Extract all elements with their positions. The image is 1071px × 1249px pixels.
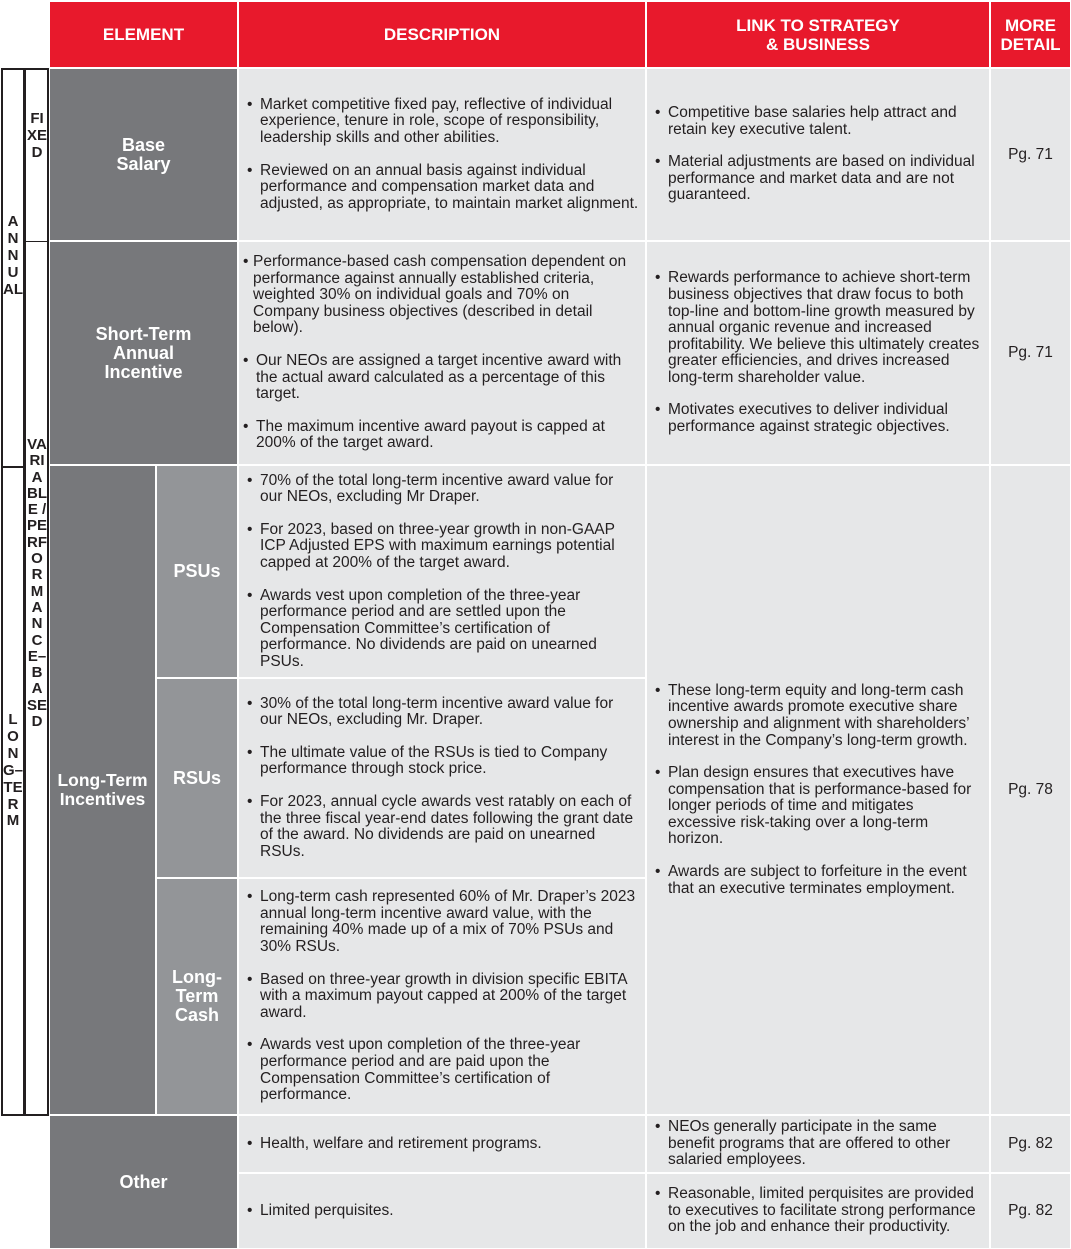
short-term-incentive-element: Short-Term Annual Incentive	[50, 242, 237, 464]
list-item: • These long-term equity and long-term cash incentive awards promote executive share ownership and alignment with shareholders’ interest in the Company’s long-term growth.	[655, 683, 983, 749]
long-term-link	[647, 466, 989, 1114]
long-term-page-ref: Pg. 78	[991, 466, 1070, 1114]
short-term-page-ref: Pg. 71	[991, 242, 1070, 464]
other-element: Other	[50, 1116, 237, 1248]
short-term-description	[239, 242, 645, 464]
header-element: ELEMENT	[50, 2, 237, 67]
list-item: • Awards are subject to forfeiture in the event that an executive terminates employment.	[655, 864, 983, 897]
annual-label: ANNUAL	[3, 213, 23, 298]
list-item: • Market competitive fixed pay, reflective of individual experience, tenure in role, scope of responsibility, leadership skills and other abilities.	[247, 97, 639, 147]
list-item: • Reviewed on an annual basis against individual performance and compensation market data and adjusted, as appropriate, to maintain market alignment.	[247, 163, 639, 213]
list-item: • Reasonable, limited perquisites are provided to executives to facilitate strong performance on the job and enhance their productivity.	[655, 1186, 983, 1236]
long-term-cash-label: Long- Term Cash	[157, 879, 237, 1114]
base-salary-page-ref: Pg. 71	[991, 69, 1070, 240]
rsus-description	[239, 679, 645, 877]
list-item: • Plan design ensures that executives have compensation that is performance-based for longer periods of time and mitigates excessive risk-taking over a long-term horizon.	[655, 765, 983, 848]
other-page-ref-2: Pg. 82	[991, 1174, 1070, 1248]
other-page-ref-1: Pg. 82	[991, 1116, 1070, 1172]
list-item: • Our NEOs are assigned a target incentive award with the actual award calculated as a percentage of this target.	[243, 353, 639, 403]
list-item: • 30% of the total long-term incentive award value for our NEOs, excluding Mr. Draper.	[247, 696, 639, 729]
rsus-label: RSUs	[157, 679, 237, 877]
other-link-2	[647, 1174, 989, 1248]
list-item: • NEOs generally participate in the same benefit programs that are offered to other salaried employees.	[655, 1119, 983, 1169]
list-item: • Awards vest upon completion of the three-year performance period and are paid upon the Compensation Committee’s certification of performance.	[247, 1037, 639, 1103]
other-description-1	[239, 1116, 645, 1172]
header-more-detail: MORE DETAIL	[991, 2, 1070, 67]
list-item: • Health, welfare and retirement programs.	[247, 1136, 639, 1153]
list-item: • Awards vest upon completion of the three-year performance period and are settled upon the Compensation Committee’s certification of performance. No dividends are paid on unearned PSUs.	[247, 588, 639, 671]
list-item: • The ultimate value of the RSUs is tied to Company performance through stock price.	[247, 745, 639, 778]
long-term-incentives-element: Long-Term Incentives	[50, 466, 155, 1114]
base-salary-link	[647, 69, 989, 240]
list-item: • Performance-based cash compensation dependent on performance against annually established criteria, weighted 30% on individual goals and 70% on Company business objectives (described in detail below).	[243, 254, 639, 337]
psus-description	[239, 466, 645, 677]
list-item: • Competitive base salaries help attract and retain key executive talent.	[655, 105, 983, 138]
long-term-cash-description	[239, 879, 645, 1114]
other-description-2	[239, 1174, 645, 1248]
psus-label: PSUs	[157, 466, 237, 677]
base-salary-description	[239, 69, 645, 240]
list-item: • Limited perquisites.	[247, 1203, 639, 1220]
other-link-1	[647, 1116, 989, 1172]
long-term-label: LONG–TERM	[3, 711, 24, 830]
list-item: • Material adjustments are based on individual performance and market data and are not guaranteed.	[655, 154, 983, 204]
list-item: • For 2023, based on three-year growth in non-GAAP ICP Adjusted EPS with maximum earnings potential capped at 200% of the target award.	[247, 522, 639, 572]
list-item: • Based on three-year growth in division specific EBITA with a maximum payout capped at 200% of the target award.	[247, 972, 639, 1022]
fixed-label: FIXED	[27, 110, 48, 161]
header-link-to-strategy: LINK TO STRATEGY & BUSINESS	[647, 2, 989, 67]
header-description: DESCRIPTION	[239, 2, 645, 67]
list-item: • For 2023, annual cycle awards vest ratably on each of the three fiscal year-end dates following the grant date of the award. No dividends are paid on unearned RSUs.	[247, 794, 639, 860]
variable-performance-label: VARIABLE / PERFORMANCE–BASED	[27, 436, 48, 731]
list-item: • 70% of the total long-term incentive award value for our NEOs, excluding Mr Draper.	[247, 473, 639, 506]
list-item: • The maximum incentive award payout is capped at 200% of the target award.	[243, 419, 639, 452]
list-item: • Motivates executives to deliver individual performance against strategic objectives.	[655, 402, 983, 435]
list-item: • Rewards performance to achieve short-term business objectives that draw focus to both top-line and bottom-line growth measured by annual organic revenue and increased profitability. We believe this ultimately creates greater efficiencies, and drives increased long-term shareholder value.	[655, 270, 983, 386]
base-salary-element: Base Salary	[50, 69, 237, 240]
short-term-link	[647, 242, 989, 464]
list-item: • Long-term cash represented 60% of Mr. Draper’s 2023 annual long-term incentive award value, with the remaining 40% made up of a mix of 70% PSUs and 30% RSUs.	[247, 889, 639, 955]
